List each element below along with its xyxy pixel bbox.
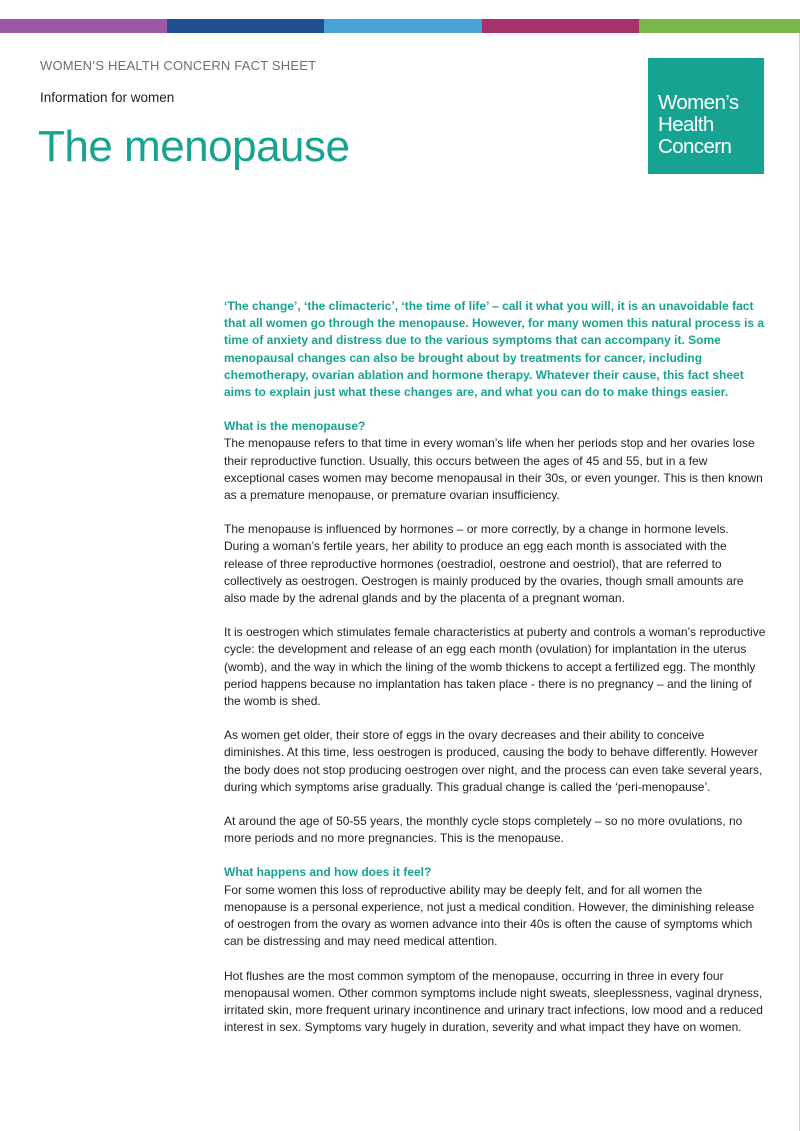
body-paragraph: It is oestrogen which stimulates female characteristics at puberty and controls a woman’s reproductive cycle: the development and release of an egg each month (ovulation) for implantation in the uterus (womb), and the way in which the lining of the womb thickens to accept a fertilized egg. The monthly period happens because no implantation has taken place - there is no pregnancy – and the lining of the womb is shed. [224, 625, 766, 709]
logo-line-1: Women’s [658, 91, 739, 114]
womens-health-concern-logo [648, 58, 764, 174]
body-paragraph: The menopause refers to that time in every woman’s life when her periods stop and her ovaries lose their reproductive function. Usually, this occurs between the ages of 45 and 55, but in a few exceptional cases women may become menopausal in their 30s, or even younger. This is then known as a premature menopause, or premature ovarian insufficiency. [224, 436, 763, 503]
body-paragraph: As women get older, their store of eggs in the ovary decreases and their ability to conceive diminishes. At this time, less oestrogen is produced, causing the body to behave differently. However the body does not stop producing oestrogen over night, and the process can even take several years, during which symptoms arise gradually. This gradual change is called the ‘peri-menopause’. [224, 728, 763, 794]
sheet-label: WOMEN’S HEALTH CONCERN FACT SHEET [40, 58, 317, 73]
color-bar-segment-magenta [482, 19, 639, 33]
color-bar-segment-sky [324, 19, 482, 33]
color-bar-segment-navy [167, 19, 324, 33]
audience-label: Information for women [40, 90, 175, 105]
body-paragraph: At around the age of 50-55 years, the monthly cycle stops completely – so no more ovulations, no more periods and no more pregnancies. This is the menopause. [224, 814, 743, 846]
section-heading: What happens and how does it feel? [224, 865, 432, 880]
header-color-bar [0, 19, 800, 33]
color-bar-segment-green [639, 19, 800, 33]
body-paragraph: The menopause is influenced by hormones – or more correctly, by a change in hormone levels. During a woman’s fertile years, her ability to produce an egg each month is associated with the release of three reproductive hormones (oestradiol, oestrone and oestriol), that are referred to collectively as oestrogen. Oestrogen is mainly produced by the ovaries, though small amounts are also made by the adrenal glands and by the placenta of a pregnant woman. [224, 522, 744, 606]
page-title: The menopause [38, 122, 350, 171]
intro-paragraph: ‘The change’, ‘the climacteric’, ‘the time of life’ – call it what you will, it is an unavoidable fact that all women go through the menopause. However, for many women this natural process is a time of anxiety and distress due to the various symptoms that can accompany it. Some menopausal changes can also be brought about by treatments for cancer, including chemotherapy, ovarian ablation and hormone therapy. Whatever their cause, this fact sheet aims to explain just what these changes are, and what you can do to make things easier. [224, 299, 765, 400]
logo-line-3: Concern [658, 135, 732, 158]
body-paragraph: For some women this loss of reproductive ability may be deeply felt, and for all women the menopause is a personal experience, not just a medical condition. However, the diminishing release of oestrogen from the ovary as women advance into their 40s is often the cause of symptoms which can be distressing and may need medical attention. [224, 882, 755, 949]
logo-line-2: Health [658, 113, 714, 136]
section-heading: What is the menopause? [224, 419, 366, 434]
main-content [224, 298, 766, 1053]
body-paragraph: Hot flushes are the most common symptom of the menopause, occurring in three in every four menopausal women. Other common symptoms include night sweats, sleeplessness, vaginal dryness, irritated skin, more frequent urinary incontinence and urinary tract infections, low mood and a reduced interest in sex. Symptoms vary hugely in duration, severity and what impact they have on women. [224, 968, 763, 1035]
color-bar-segment-purple [0, 19, 167, 33]
